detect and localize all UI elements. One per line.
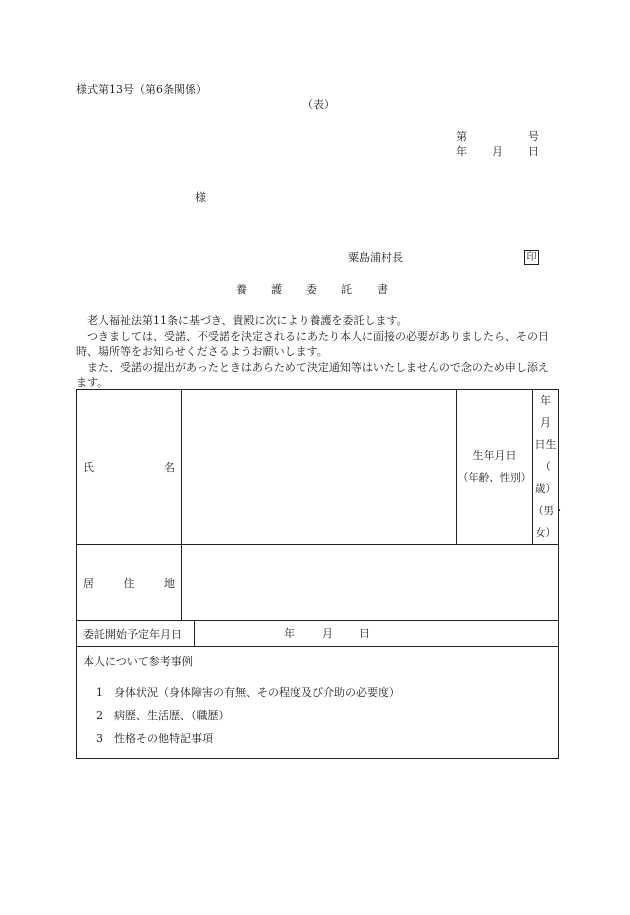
body-paragraph: また、受諾の提出があったときはあらためて決定通知等はいたしませんので念のため申し添えます。 bbox=[76, 360, 549, 389]
reference-item: 1 身体状況（身体障害の有無、その程度及び介助の必要度） bbox=[96, 686, 400, 699]
reference-cell bbox=[77, 647, 559, 759]
reference-item: 3 性格その他特記事項 bbox=[96, 732, 213, 745]
seal-mark: 印 bbox=[524, 250, 539, 265]
form-side-label: （表） bbox=[302, 98, 335, 111]
birth-value-line1: 年 月 日生 bbox=[534, 394, 562, 451]
reference-title: 本人について参考事例 bbox=[83, 655, 193, 668]
body-paragraph: 老人福祉法第11条に基づき、貴殿に次により養護を委託します。 bbox=[76, 314, 408, 327]
title-char: 護 bbox=[271, 283, 282, 296]
date-year: 年 bbox=[456, 145, 467, 158]
birth-value-cell[interactable] bbox=[533, 390, 565, 545]
reference-list bbox=[83, 681, 552, 750]
body-text bbox=[76, 313, 556, 391]
name-label-char: 氏 bbox=[83, 461, 94, 474]
addressee-honorific: 様 bbox=[195, 191, 206, 204]
birth-label-cell bbox=[457, 390, 533, 545]
date-day: 日 bbox=[528, 145, 539, 158]
address-value-cell[interactable] bbox=[182, 545, 559, 621]
consignment-form-table bbox=[76, 389, 565, 759]
start-date-value-cell[interactable] bbox=[195, 621, 559, 647]
address-label-cell bbox=[77, 545, 182, 621]
start-date-year: 年 bbox=[284, 626, 295, 640]
address-label-char: 地 bbox=[164, 576, 175, 590]
name-label-cell bbox=[77, 390, 182, 545]
birth-label-line1: 生年月日 bbox=[472, 449, 517, 462]
title-char: 託 bbox=[341, 283, 352, 296]
sender-title: 粟島浦村長 bbox=[348, 251, 403, 264]
start-date-month: 月 bbox=[322, 626, 333, 640]
document-number-prefix: 第 bbox=[456, 130, 467, 143]
title-char: 養 bbox=[236, 283, 247, 296]
start-date-day: 日 bbox=[359, 626, 370, 640]
start-date-label-cell: 委託開始予定年月日 bbox=[77, 621, 195, 647]
name-label-char: 名 bbox=[164, 461, 175, 474]
date-month: 月 bbox=[492, 145, 503, 158]
document-number-suffix: 号 bbox=[528, 130, 539, 143]
birth-label-line2: （年齢、性別） bbox=[457, 472, 532, 484]
title-char: 書 bbox=[377, 283, 388, 296]
body-paragraph: つきましては、受諾、不受諾を決定されるにあたり本人に面接の必要がありましたら、その日時、場所等をお知らせくださるようお願いします。 bbox=[76, 329, 549, 358]
address-label-char: 住 bbox=[123, 576, 135, 590]
reference-item: 2 病歴、生活歴、（職歴） bbox=[96, 709, 230, 722]
address-label-char: 居 bbox=[83, 576, 94, 590]
form-number: 様式第13号（第6条関係） bbox=[76, 83, 207, 96]
birth-value-line2: （ 歳）（男・女） bbox=[533, 461, 565, 539]
title-char: 委 bbox=[306, 283, 317, 296]
name-value-cell[interactable] bbox=[182, 390, 457, 545]
